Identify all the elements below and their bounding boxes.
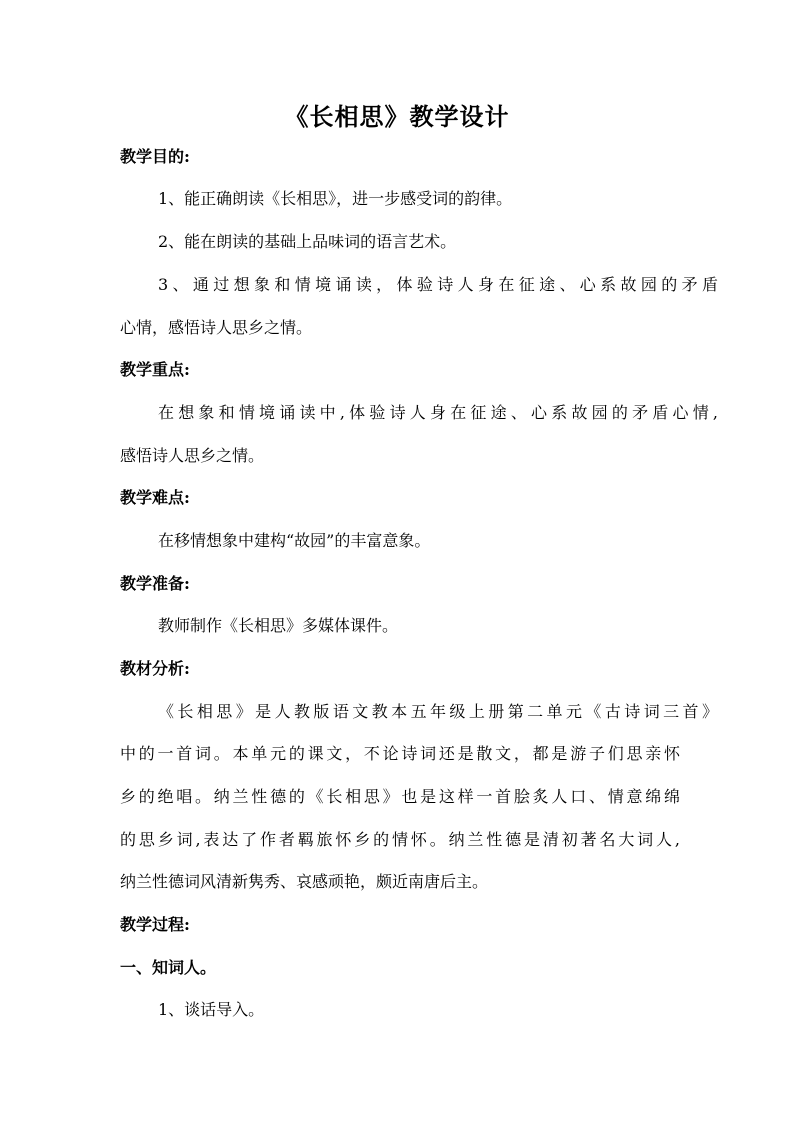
- objective-item-1: 1、能正确朗读《长相思》，进一步感受词的韵律。: [158, 189, 513, 208]
- process-heading: 教学过程:: [120, 915, 190, 934]
- objective-item-2: 2、能在朗读的基础上品味词的语言艺术。: [158, 232, 457, 251]
- preparation-heading: 教学准备:: [120, 574, 190, 593]
- analysis-line-4: 的思乡词,表达了作者羁旅怀乡的情怀。纳兰性德是清初著名大词人,: [120, 830, 680, 849]
- key-points-line-2: 感悟诗人思乡之情。: [120, 446, 265, 465]
- analysis-heading: 教材分析:: [120, 659, 190, 678]
- analysis-line-2: 中的一首词。本单元的课文，不论诗词还是散文，都是游子们思亲怀: [120, 744, 680, 763]
- objectives-heading: 教学目的:: [120, 147, 190, 166]
- analysis-line-3: 乡的绝唱。纳兰性德的《长相思》也是这样一首脍炙人口、情意绵绵: [120, 787, 680, 806]
- process-item-1: 1、谈话导入。: [158, 1000, 265, 1019]
- analysis-line-5: 纳兰性德词风清新隽秀、哀感顽艳，颇近南唐后主。: [120, 872, 489, 891]
- key-points-heading: 教学重点:: [120, 360, 190, 379]
- difficulties-heading: 教学难点:: [120, 488, 190, 507]
- analysis-line-1: 《长相思》是人教版语文教本五年级上册第二单元《古诗词三首》: [158, 702, 718, 721]
- objective-item-3-continued: 心情，感悟诗人思乡之情。: [120, 318, 313, 337]
- key-points-line-1: 在想象和情境诵读中,体验诗人身在征途、心系故园的矛盾心情,: [158, 403, 718, 422]
- preparation-line-1: 教师制作《长相思》多媒体课件。: [158, 616, 399, 635]
- difficulties-line-1: 在移情想象中建构“故园”的丰富意象。: [158, 531, 431, 550]
- document-title: 《长相思》教学设计: [284, 102, 510, 131]
- process-subheading: 一、知词人。: [120, 958, 217, 977]
- objective-item-3: 3、通过想象和情境诵读，体验诗人身在征途、心系故园的矛盾: [158, 275, 718, 294]
